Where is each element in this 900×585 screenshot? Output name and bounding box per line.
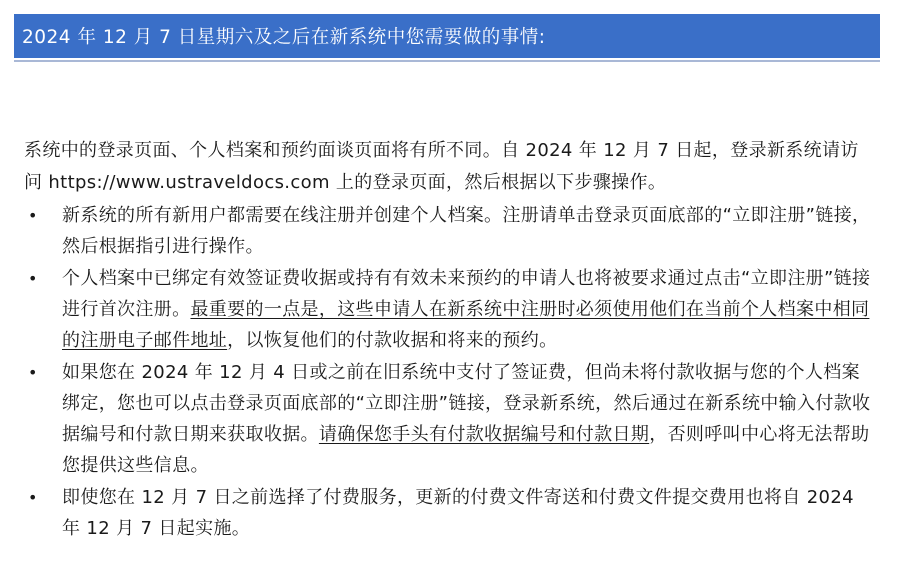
emphasis-text: 请确保您手头有付款收据编号和付款日期 [318,424,650,445]
list-item [24,200,876,262]
list-item-text: ，以恢复他们的付款收据和将来的预约。 [227,330,558,351]
bullet-icon: • [28,488,38,507]
list-item-text: ，否则呼叫中心将无法帮助您提供这些信息。 [62,424,870,476]
list-item-text: 如果您在 2024 年 12 月 4 日或之前在旧系统中支付了签证费，但尚未将付款收据与您的个人档案绑定，您也可以点击登录页面底部的“立即注册”链接，登录新系统，然后通过在新系统中输入付款收据编号和付款日期来获取收据。 [62,362,871,445]
instruction-list [24,200,876,545]
bullet-icon: • [28,363,38,382]
list-item-text: 新系统的所有新用户都需要在线注册并创建个人档案。注册请单击登录页面底部的“立即注册”链接，然后根据指引进行操作。 [62,205,871,257]
list-item [24,482,876,544]
list-item [24,357,876,481]
bullet-icon: • [28,269,38,288]
section-header [14,14,880,58]
bullet-icon: • [28,206,38,225]
list-item [24,263,876,356]
section-title: 2024 年 12 月 7 日星期六及之后在新系统中您需要做的事情: [22,27,546,48]
intro-paragraph: 系统中的登录页面、个人档案和预约面谈页面将有所不同。自 2024 年 12 月 7 日起，登录新系统请访问 https://www.ustraveldocs.com 上的登录页面，然后根据以下步骤操作。 [24,140,859,193]
emphasis-text: 最重要的一点是，这些申请人在新系统中注册时必须使用他们在当前个人档案中相同的注册电子邮件地址 [62,299,870,351]
list-item-text: 个人档案中已绑定有效签证费收据或持有有效未来预约的申请人也将被要求通过点击“立即注册”链接进行首次注册。 [62,268,871,320]
list-item-text: 即使您在 12 月 7 日之前选择了付费服务，更新的付费文件寄送和付费文件提交费用也将自 2024 年 12 月 7 日起实施。 [62,487,854,539]
